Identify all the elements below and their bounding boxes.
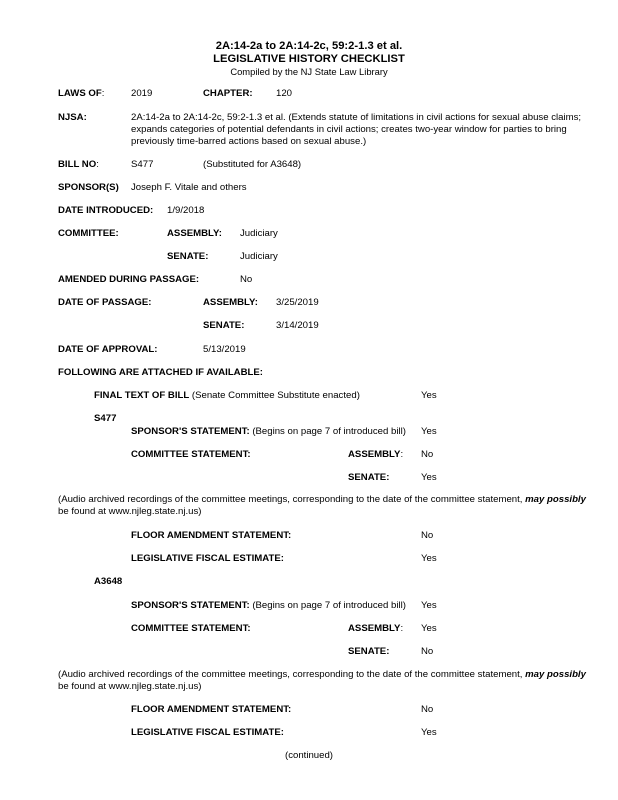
- committee-statement-senate-label: SENATE:: [348, 646, 390, 657]
- floor-amendment-value: No: [421, 530, 434, 541]
- bill-no-colon: :: [96, 159, 99, 170]
- committee-statement-senate-value: Yes: [421, 472, 437, 483]
- final-text-label: FINAL TEXT OF BILL: [94, 390, 190, 401]
- committee-statement-label: COMMITTEE STATEMENT:: [131, 449, 251, 460]
- committee-senate-label: SENATE:: [167, 251, 209, 262]
- sponsor-statement-row: [131, 426, 406, 438]
- approval-label: DATE OF APPROVAL:: [58, 344, 158, 355]
- final-text-note: (Senate Committee Substitute enacted): [191, 390, 360, 401]
- floor-amendment-label: FLOOR AMENDMENT STATEMENT:: [131, 530, 292, 541]
- committee-statement-assembly-label: ASSEMBLY: [348, 623, 401, 634]
- audio-note-emphasis: may possibly: [525, 494, 586, 505]
- sponsor-statement-value: Yes: [421, 426, 437, 437]
- committee-statement-label: COMMITTEE STATEMENT:: [131, 623, 251, 634]
- sponsor-statement-note: (Begins on page 7 of introduced bill): [252, 426, 406, 437]
- date-introduced-value: 1/9/2018: [167, 205, 205, 216]
- audio-note-emphasis: may possibly: [525, 669, 586, 680]
- bill-id-s477: S477: [94, 413, 117, 424]
- sponsor-statement-row: [131, 600, 406, 612]
- audio-archive-note: [58, 669, 603, 693]
- sponsor-statement-label: SPONSOR'S STATEMENT:: [131, 426, 250, 437]
- fiscal-estimate-label: LEGISLATIVE FISCAL ESTIMATE:: [131, 553, 284, 564]
- document-title: LEGISLATIVE HISTORY CHECKLIST: [213, 53, 405, 65]
- fiscal-estimate-value: Yes: [421, 553, 437, 564]
- committee-statement-assembly-colon: :: [400, 449, 404, 460]
- laws-of-label: LAWS OF: [58, 88, 102, 99]
- sponsor-statement-note: (Begins on page 7 of introduced bill): [252, 600, 406, 611]
- bill-id-a3648: A3648: [94, 576, 123, 587]
- fiscal-estimate-label: LEGISLATIVE FISCAL ESTIMATE:: [131, 727, 284, 738]
- committee-statement-assembly-colon: :: [400, 623, 404, 634]
- final-text-row: [94, 390, 360, 402]
- njsa-value: 2A:14-2a to 2A:14-2c, 59:2-1.3 et al. (Extends statute of limitations in civil actions for sexual abuse claims; expands categories of potential defendants in civil actions; creates two-year window for parties to bring previously time-barred actions based on sexual abuse.): [131, 112, 582, 147]
- passage-assembly-value: 3/25/2019: [276, 297, 319, 308]
- audio-note-link-line: be found at www.njleg.state.nj.us): [58, 506, 202, 517]
- sponsor-statement-label: SPONSOR'S STATEMENT:: [131, 600, 250, 611]
- fiscal-estimate-value: Yes: [421, 727, 437, 738]
- committee-statement-assembly: [348, 449, 403, 461]
- committee-statement-assembly: [348, 623, 403, 635]
- passage-senate-value: 3/14/2019: [276, 320, 319, 331]
- attached-header: FOLLOWING ARE ATTACHED IF AVAILABLE:: [58, 367, 263, 378]
- committee-assembly-label: ASSEMBLY:: [167, 228, 222, 239]
- chapter-value: 120: [276, 88, 293, 99]
- laws-of-row: [58, 88, 104, 100]
- amended-label: AMENDED DURING PASSAGE:: [58, 274, 200, 285]
- floor-amendment-value: No: [421, 704, 434, 715]
- audio-note-text: (Audio archived recordings of the committee meetings, corresponding to the date of the committee statement,: [58, 494, 526, 505]
- continued-note: (continued): [285, 750, 333, 761]
- audio-note-link-line: be found at www.njleg.state.nj.us): [58, 681, 202, 692]
- document-subtitle: Compiled by the NJ State Law Library: [230, 66, 388, 77]
- audio-note-text: (Audio archived recordings of the committee meetings, corresponding to the date of the committee statement,: [58, 669, 526, 680]
- audio-archive-note: [58, 494, 603, 518]
- amended-value: No: [240, 274, 253, 285]
- document-statute-heading: 2A:14-2a to 2A:14-2c, 59:2-1.3 et al.: [215, 40, 403, 52]
- committee-senate-value: Judiciary: [240, 251, 278, 262]
- passage-label: DATE OF PASSAGE:: [58, 297, 152, 308]
- floor-amendment-label: FLOOR AMENDMENT STATEMENT:: [131, 704, 292, 715]
- committee-label: COMMITTEE:: [58, 228, 119, 239]
- laws-of-colon: :: [101, 88, 105, 99]
- committee-statement-senate-label: SENATE:: [348, 472, 390, 483]
- bill-no-value: S477: [131, 159, 154, 170]
- laws-of-value: 2019: [131, 88, 153, 99]
- sponsors-value: Joseph F. Vitale and others: [131, 182, 247, 193]
- committee-statement-assembly-label: ASSEMBLY: [348, 449, 401, 460]
- sponsors-label: SPONSOR(S): [58, 182, 119, 193]
- njsa-label: NJSA:: [58, 112, 87, 123]
- committee-statement-assembly-value: Yes: [421, 623, 437, 634]
- bill-no-row: [58, 159, 99, 171]
- committee-assembly-value: Judiciary: [240, 228, 278, 239]
- bill-substitution-note: (Substituted for A3648): [203, 159, 302, 170]
- passage-assembly-label: ASSEMBLY:: [203, 297, 258, 308]
- chapter-label: CHAPTER:: [203, 88, 253, 99]
- final-text-value: Yes: [421, 390, 437, 401]
- sponsor-statement-value: Yes: [421, 600, 437, 611]
- approval-value: 5/13/2019: [203, 344, 246, 355]
- bill-no-label: BILL NO: [58, 159, 97, 170]
- date-introduced-label: DATE INTRODUCED:: [58, 205, 154, 216]
- committee-statement-senate-value: No: [421, 646, 434, 657]
- committee-statement-assembly-value: No: [421, 449, 434, 460]
- passage-senate-label: SENATE:: [203, 320, 245, 331]
